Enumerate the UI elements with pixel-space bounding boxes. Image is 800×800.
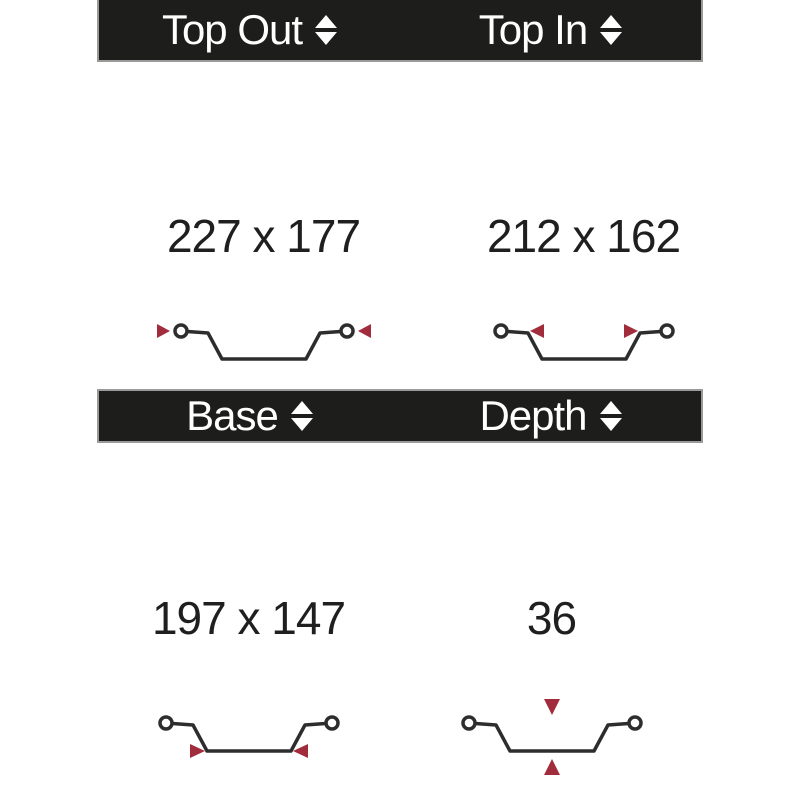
column-header-base-label: Base (186, 392, 278, 439)
sort-updown-icon[interactable] (600, 15, 622, 45)
sort-updown-icon[interactable] (600, 401, 622, 431)
tray-cross-section-top-outer-diagram (154, 311, 374, 375)
column-header-base[interactable] (99, 391, 400, 441)
measure-arrow-right-icon (157, 324, 170, 338)
rim-circle-right (341, 325, 353, 337)
cell-top-out (97, 62, 400, 389)
tray-profile-line (507, 332, 660, 360)
tray-cross-section-base-diagram (139, 687, 359, 783)
sort-down-arrow-icon (600, 418, 622, 431)
cell-top-in (400, 62, 703, 389)
cell-depth (400, 443, 703, 800)
measure-arrow-right-icon (624, 324, 638, 338)
top-in-value: 212 x 162 (486, 210, 681, 262)
sort-up-arrow-icon (291, 401, 313, 414)
tray-cross-section-top-inner-diagram (474, 311, 694, 375)
measure-arrow-down-icon (544, 699, 560, 715)
cell-base (97, 443, 400, 800)
rim-circle-left (160, 717, 172, 729)
column-header-top-in-label: Top In (478, 6, 588, 53)
rim-circle-right (661, 325, 673, 337)
sort-updown-icon[interactable] (291, 401, 313, 431)
header-bar-row1 (97, 0, 703, 62)
sort-down-arrow-icon (600, 32, 622, 45)
column-header-top-out-label: Top Out (161, 6, 303, 53)
measure-arrow-left-icon (530, 324, 544, 338)
column-header-depth-label: Depth (479, 392, 587, 439)
body-row-2 (97, 443, 703, 800)
sort-up-arrow-icon (600, 15, 622, 28)
tray-cross-section-depth-diagram (442, 687, 662, 783)
sort-down-arrow-icon (315, 32, 337, 45)
rim-circle-right (326, 717, 338, 729)
rim-circle-left (495, 325, 507, 337)
sort-updown-icon[interactable] (315, 15, 337, 45)
rim-circle-left (175, 325, 187, 337)
rim-circle-right (629, 717, 641, 729)
depth-value: 36 (526, 592, 577, 644)
sort-down-arrow-icon (291, 418, 313, 431)
header-bar-row2 (97, 389, 703, 443)
column-header-top-out[interactable] (99, 0, 400, 60)
rim-circle-left (463, 717, 475, 729)
tray-profile-line (475, 724, 628, 752)
sort-up-arrow-icon (315, 15, 337, 28)
sort-up-arrow-icon (600, 401, 622, 414)
tray-profile-line (187, 332, 340, 360)
column-header-depth[interactable] (400, 391, 701, 441)
base-value: 197 x 147 (151, 592, 346, 644)
body-row-1 (97, 62, 703, 389)
top-out-value: 227 x 177 (166, 210, 361, 262)
column-header-top-in[interactable] (400, 0, 701, 60)
measure-arrow-up-icon (544, 759, 560, 775)
measure-arrow-left-icon (358, 324, 371, 338)
